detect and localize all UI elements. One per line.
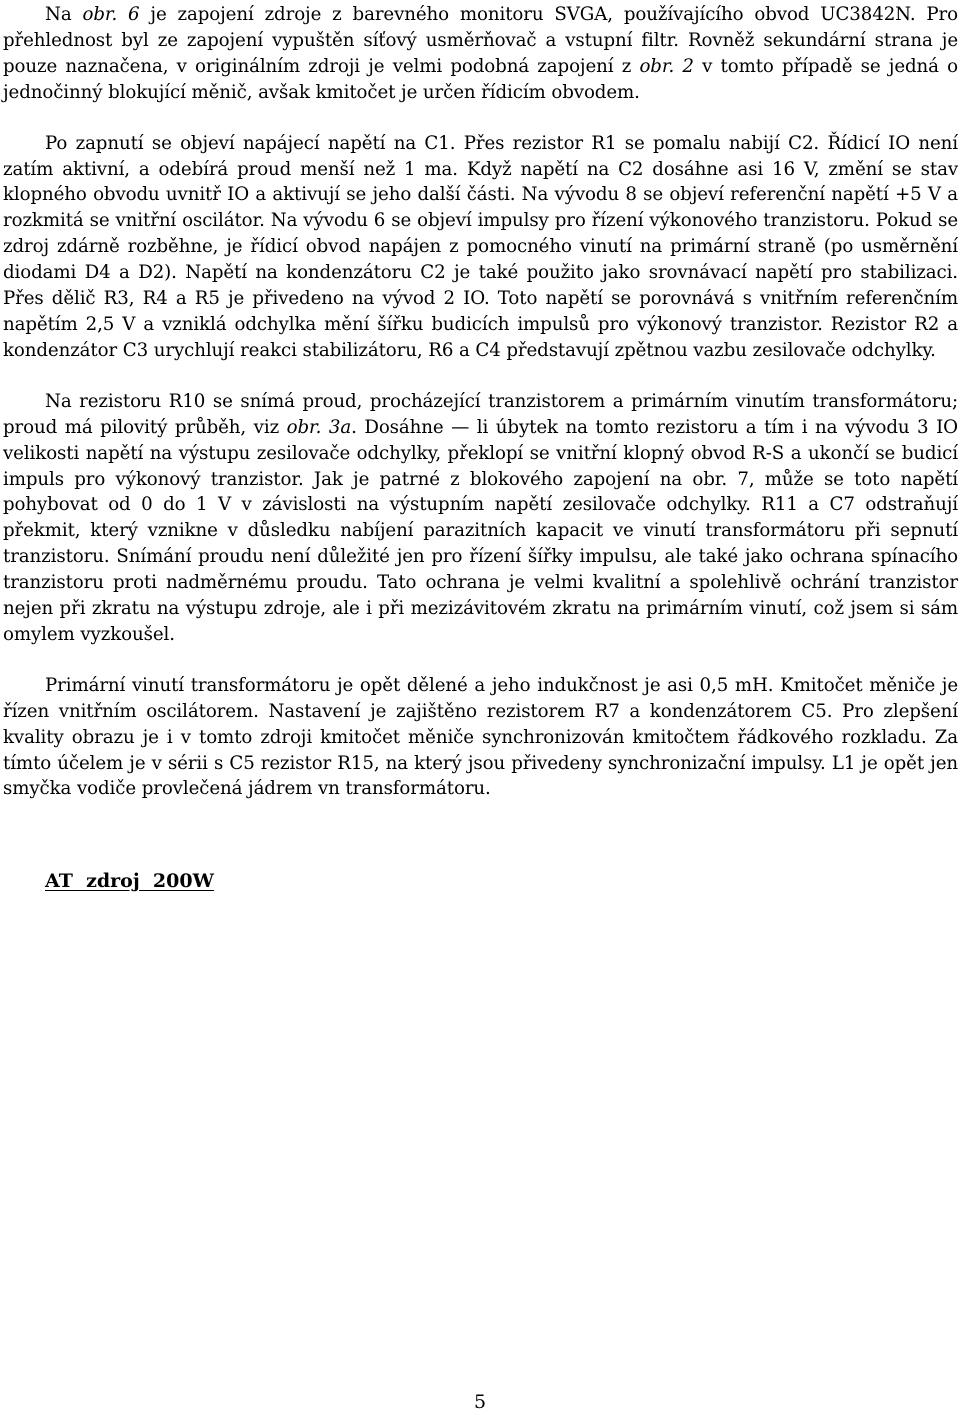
paragraph-1 bbox=[3, 2, 958, 106]
paragraph-text: Primární vinutí transformátoru je opět dělené a jeho indukčnost je asi 0,5 mH. Kmitočet měniče je řízen vnitřním oscilátorem. Nastavení je zajištěno rezistorem R7 a kondenzátorem C5. Pro zlepšení kvality obrazu je i v tomto zdroji kmitočet měniče synchronizován kmitočtem řádkového rozkladu. Za tímto účelem je v sérii s C5 rezistor R15, na který jsou přivedeny synchronizační impulsy. L1 je opět jen smyčka vodiče provlečená jádrem vn transformátoru. bbox=[3, 674, 958, 800]
paragraph-text: Na bbox=[45, 4, 83, 25]
paragraph-2 bbox=[3, 131, 958, 364]
paragraph-3 bbox=[3, 389, 958, 648]
document-page bbox=[3, 2, 958, 802]
paragraph-text: v tomto případě se jedná o jednočinný blokující měnič, avšak kmitočet je určen řídicím obvodem. bbox=[3, 55, 958, 103]
paragraph-text: Na rezistoru R10 se snímá proud, procházející tranzistorem a primárním vinutím transformátoru; proud má pilovitý průběh, viz bbox=[3, 390, 958, 438]
page-number: 5 bbox=[473, 1391, 487, 1413]
section-heading: AT zdroj 200W bbox=[45, 870, 214, 892]
paragraph-text: je zapojení zdroje z barevného monitoru SVGA, používajícího obvod UC3842N. Pro přehlednost byl ze zapojení vypuštěn síťový usměrňovač a vstupní filtr. Rovněž sekundární strana je pouze naznačena, v originálním zdroji je velmi podobná zapojení z bbox=[3, 4, 958, 77]
figure-reference: obr. 6 bbox=[82, 4, 140, 25]
paragraph-text: Po zapnutí se objeví napájecí napětí na C1. Přes rezistor R1 se pomalu nabijí C2. Řídicí IO není zatím aktivní, a odebírá proud menší než 1 ma. Když napětí na C2 dosáhne asi 16 V, změní se stav klopného obvodu uvnitř IO a aktivují se jeho další části. Na vývodu 8 se objeví referenční napětí +5 V a rozkmitá se vnitřní oscilátor. Na vývodu 6 se objeví impulsy pro řízení výkonového tranzistoru. Pokud se zdroj zdárně rozběhne, je řídicí obvod napájen z pomocného vinutí na primární straně (po usměrnění diodami D4 a D2). Napětí na kondenzátoru C2 je také použito jako srovnávací napětí pro stabilizaci. Přes dělič R3, R4 a R5 je přivedeno na vývod 2 IO. Toto napětí se porovnává s vnitřním referenčním napětím 2,5 V a vzniklá odchylka mění šířku budicích impulsů pro výkonový tranzistor. Rezistor R2 a kondenzátor C3 urychlují reakci stabilizátoru, R6 a C4 představují zpětnou vazbu zesilovače odchylky. bbox=[3, 132, 958, 361]
figure-reference: obr. 3a bbox=[286, 416, 352, 438]
paragraph-text: . Dosáhne — li úbytek na tomto rezistoru a tím i na vývodu 3 IO velikosti napětí na výstupu zesilovače odchylky, překlopí se vnitřní klopný obvod R-S a ukončí se budicí impuls pro výkonový tranzistor. Jak je patrné z blokového zapojení na obr. 7, může se toto napětí pohybovat od 0 do 1 V v závislosti na výstupním napětí zesilovače odchylky. R11 a C7 odstraňují překmit, který vznikne v důsledku nabíjení parazitních kapacit ve vinutí transformátoru při sepnutí tranzistoru. Snímání proudu není důležité jen pro řízení šířky impulsu, ale také jako ochrana spínacího tranzistoru proti nadměrnému proudu. Tato ochrana je velmi kvalitní a spolehlivě ochrání tranzistor nejen při zkratu na výstupu zdroje, ale i při mezizávitovém zkratu na primárním vinutí, což jsem si sám omylem vyzkoušel. bbox=[3, 416, 958, 645]
paragraph-4 bbox=[3, 673, 958, 803]
figure-reference: obr. 2 bbox=[639, 55, 694, 77]
